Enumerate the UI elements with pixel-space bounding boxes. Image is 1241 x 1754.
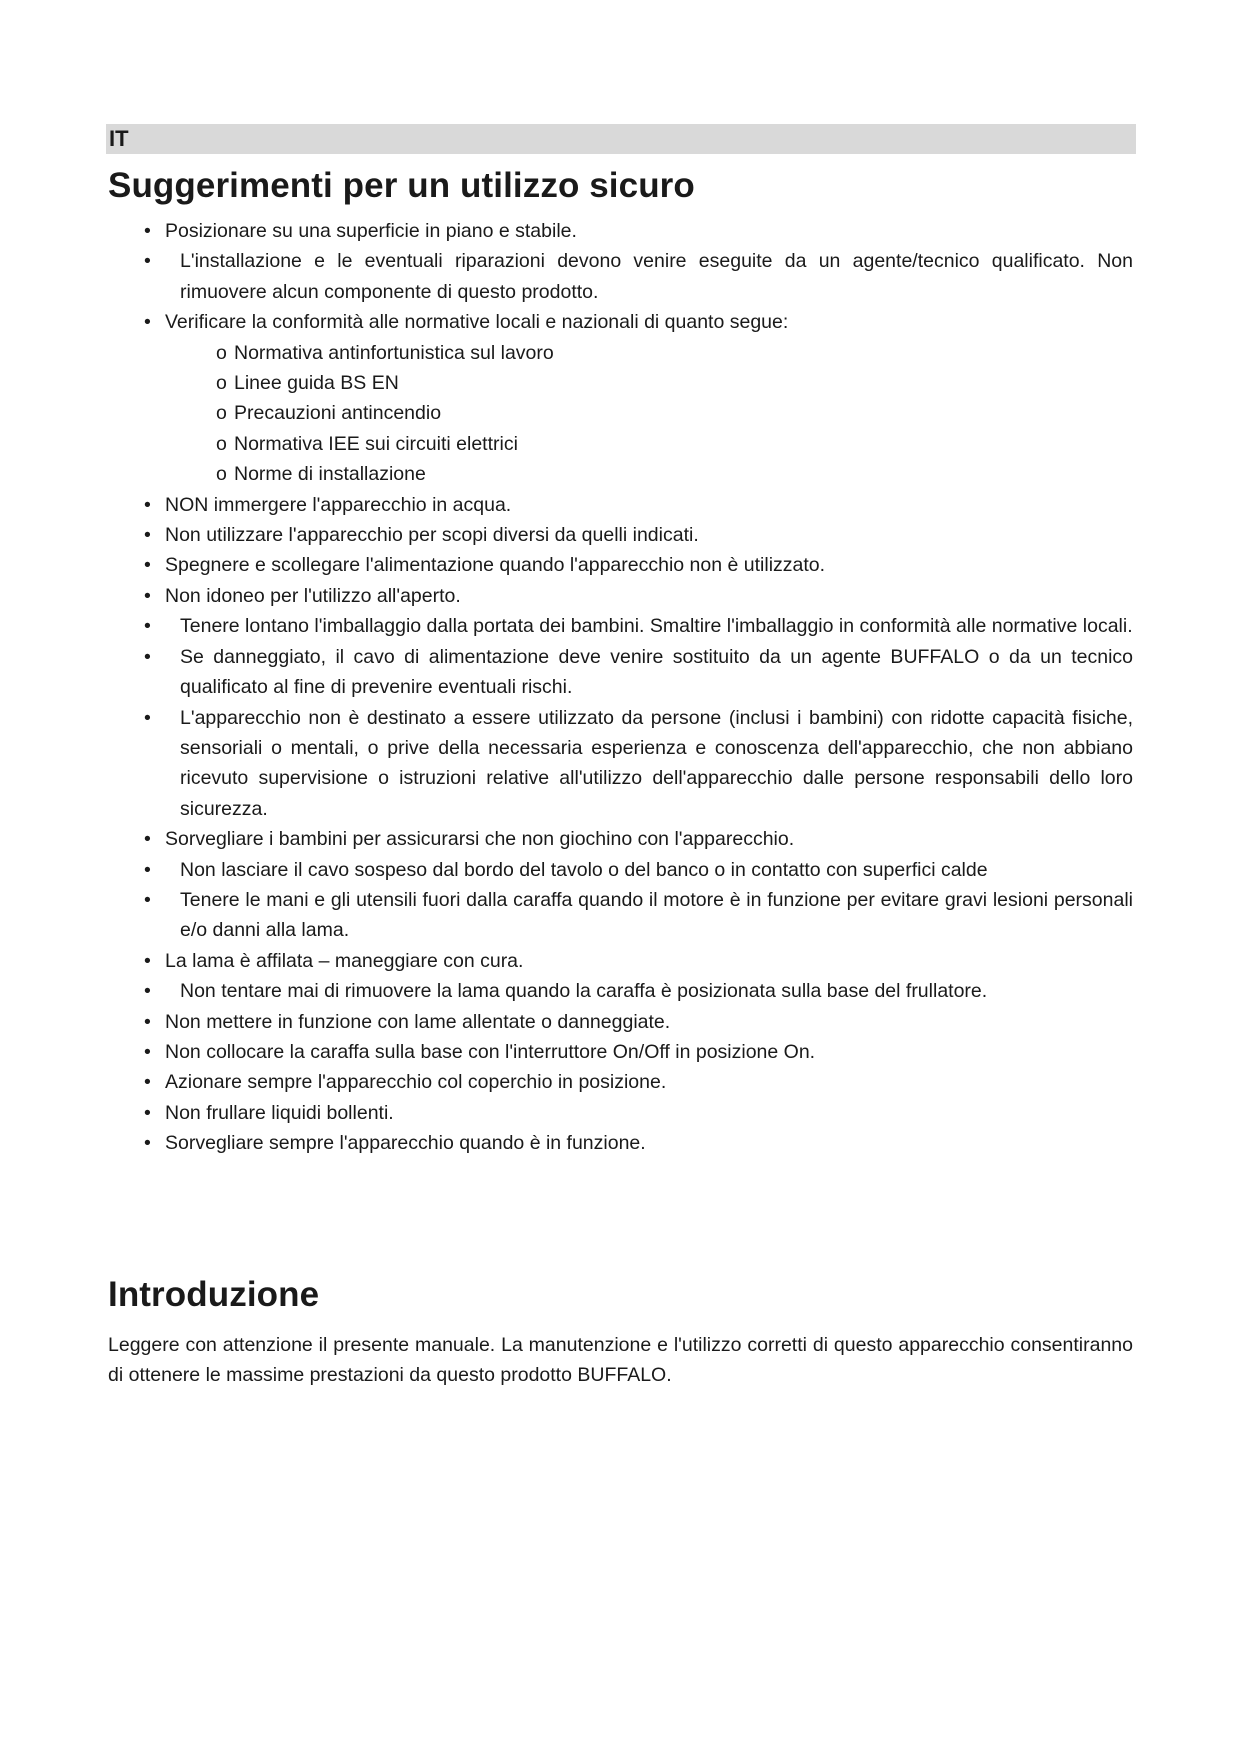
bullet-icon: •: [144, 858, 151, 881]
list-item: • Non frullare liquidi bollenti.: [108, 1098, 1133, 1128]
bullet-icon: •: [144, 615, 151, 638]
language-tag-bar: [106, 124, 1136, 154]
circle-bullet-icon: o: [216, 372, 227, 395]
list-item: • Tenere le mani e gli utensili fuori dalla caraffa quando il motore è in funzione per evitare gravi lesioni personali e/o danni alla lama.: [108, 885, 1133, 946]
bullet-icon: •: [144, 1132, 151, 1155]
bullet-icon: •: [144, 524, 151, 547]
list-item: • Se danneggiato, il cavo di alimentazione deve venire sostituito da un agente BUFFALO o da un tecnico qualificato al fine di prevenire eventuali rischi.: [108, 642, 1133, 703]
list-item: • Non idoneo per l'utilizzo all'aperto.: [108, 581, 1133, 611]
bullet-icon: •: [144, 250, 151, 273]
bullet-icon: •: [144, 706, 151, 729]
bullet-icon: •: [144, 1101, 151, 1124]
list-item: • Azionare sempre l'apparecchio col coperchio in posizione.: [108, 1067, 1133, 1097]
bullet-icon: •: [144, 554, 151, 577]
language-tag: IT: [109, 126, 129, 151]
circle-bullet-icon: o: [216, 463, 227, 486]
circle-bullet-icon: o: [216, 341, 227, 364]
circle-bullet-icon: o: [216, 432, 227, 455]
list-item: • Sorvegliare sempre l'apparecchio quando è in funzione.: [108, 1128, 1133, 1158]
safety-list: [108, 216, 1133, 1159]
list-item: • Tenere lontano l'imballaggio dalla portata dei bambini. Smaltire l'imballaggio in conformità alle normative locali.: [108, 611, 1133, 641]
bullet-icon: •: [144, 1010, 151, 1033]
sub-list-item: o Linee guida BS EN: [108, 368, 1133, 398]
circle-bullet-icon: o: [216, 402, 227, 425]
list-item: • NON immergere l'apparecchio in acqua.: [108, 490, 1133, 520]
bullet-icon: •: [144, 311, 151, 334]
list-item: • Posizionare su una superficie in piano e stabile.: [108, 216, 1133, 246]
bullet-icon: •: [144, 949, 151, 972]
list-item: • Verificare la conformità alle normative locali e nazionali di quanto segue:: [108, 307, 1133, 337]
safety-section-title: Suggerimenti per un utilizzo sicuro: [108, 166, 695, 205]
intro-paragraph: Leggere con attenzione il presente manuale. La manutenzione e l'utilizzo corretti di questo apparecchio consentiranno di ottenere le massime prestazioni da questo prodotto BUFFALO.: [108, 1334, 1133, 1387]
bullet-icon: •: [144, 220, 151, 242]
bullet-icon: •: [144, 584, 151, 607]
list-item: • Sorvegliare i bambini per assicurarsi che non giochino con l'apparecchio.: [108, 824, 1133, 854]
list-item: • La lama è affilata – maneggiare con cura.: [108, 946, 1133, 976]
list-item: • Non tentare mai di rimuovere la lama quando la caraffa è posizionata sulla base del frullatore.: [108, 976, 1133, 1006]
bullet-icon: •: [144, 980, 151, 1003]
list-item: • Non mettere in funzione con lame allentate o danneggiate.: [108, 1007, 1133, 1037]
bullet-icon: •: [144, 1071, 151, 1094]
bullet-icon: •: [144, 493, 151, 516]
list-item: • Non collocare la caraffa sulla base con l'interruttore On/Off in posizione On.: [108, 1037, 1133, 1067]
sub-list-item: o Normativa antinfortunistica sul lavoro: [108, 338, 1133, 368]
list-item: • L'apparecchio non è destinato a essere utilizzato da persone (inclusi i bambini) con ridotte capacità fisiche, sensoriali o mentali, o prive della necessaria esperienza e conoscenza dell'apparecchio, che non abbiano ricevuto supervisione o istruzioni relative all'utilizzo dell'apparecchio dalle persone responsabili dello loro sicurezza.: [108, 703, 1133, 825]
bullet-icon: •: [144, 645, 151, 668]
intro-section-title: Introduzione: [108, 1275, 320, 1314]
list-item: • Spegnere e scollegare l'alimentazione quando l'apparecchio non è utilizzato.: [108, 550, 1133, 580]
bullet-icon: •: [144, 1040, 151, 1063]
sub-list-item: o Norme di installazione: [108, 459, 1133, 489]
bullet-icon: •: [144, 828, 151, 851]
list-item: • Non utilizzare l'apparecchio per scopi diversi da quelli indicati.: [108, 520, 1133, 550]
sub-list-item: o Precauzioni antincendio: [108, 398, 1133, 428]
list-item: • Non lasciare il cavo sospeso dal bordo del tavolo o del banco o in contatto con superfici calde: [108, 855, 1133, 885]
sub-list-item: o Normativa IEE sui circuiti elettrici: [108, 429, 1133, 459]
list-item: • L'installazione e le eventuali riparazioni devono venire eseguite da un agente/tecnico qualificato. Non rimuovere alcun componente di questo prodotto.: [108, 246, 1133, 307]
bullet-icon: •: [144, 888, 151, 911]
